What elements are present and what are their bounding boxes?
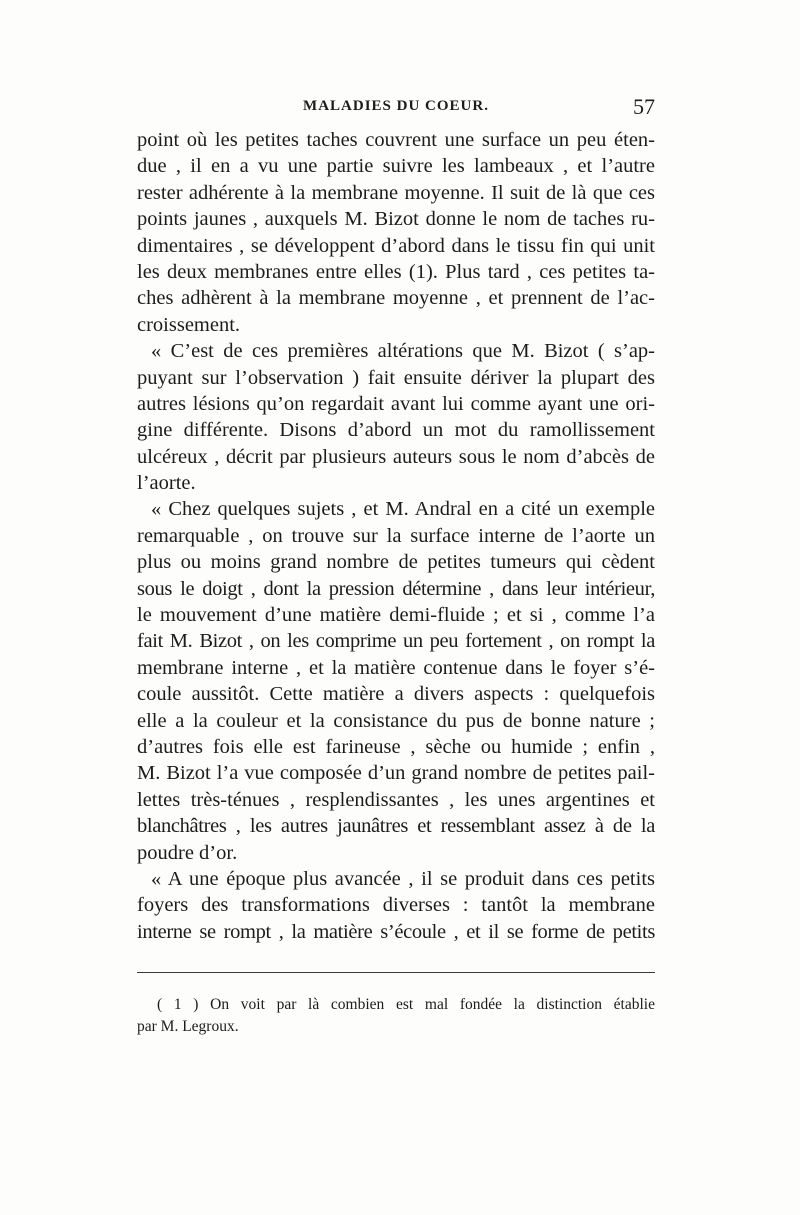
text-line: le mouvement d’une matière demi-fluide ; et si , comme l’a xyxy=(137,604,655,627)
text-line: plus ou moins grand nombre de petites tumeurs qui cèdent xyxy=(137,551,655,574)
text-line: ulcéreux , décrit par plusieurs auteurs sous le nom d’abcès de xyxy=(137,445,655,468)
text-line: lettes très-ténues , resplendissantes , les unes argentines et xyxy=(137,788,655,811)
text-line: puyant sur l’observation ) fait ensuite dériver la plupart des xyxy=(137,366,655,389)
text-line: « Chez quelques sujets , et M. Andral en a cité un exemple xyxy=(151,498,655,521)
text-line: gine différente. Disons d’abord un mot du ramollissement xyxy=(137,419,655,442)
text-line: l’aorte. xyxy=(137,472,196,495)
text-line: due , il en a vu une partie suivre les lambeaux , et l’autre xyxy=(137,155,655,178)
text-line: « A une époque plus avancée , il se produit dans ces petits xyxy=(151,867,655,890)
text-line: « C’est de ces premières altérations que M. Bizot ( s’ap- xyxy=(151,340,655,363)
text-line: dimentaires , se développent d’abord dans le tissu fin qui unit xyxy=(137,234,655,257)
footnotes xyxy=(137,994,655,1038)
text-line: ches adhèrent à la membrane moyenne , et prennent de l’ac- xyxy=(137,287,655,310)
footnote-divider xyxy=(137,972,655,973)
text-line: membrane interne , et la matière contenue dans le foyer s’é- xyxy=(137,656,655,679)
text-line: sous le doigt , dont la pression détermine , dans leur intérieur, xyxy=(137,577,655,600)
text-line: poudre d’or. xyxy=(137,841,238,864)
main-text xyxy=(137,127,655,945)
text-line: foyers des transformations diverses : tantôt la membrane xyxy=(137,894,655,917)
text-line: interne se rompt , la matière s’écoule , et il se forme de petits xyxy=(137,920,655,943)
text-line: les deux membranes entre elles (1). Plus tard , ces petites ta- xyxy=(137,260,655,283)
text-line: point où les petites taches couvrent une surface un peu éten- xyxy=(137,129,655,151)
text-line: croissement. xyxy=(137,313,241,336)
running-head: MALADIES DU COEUR. xyxy=(303,98,489,114)
text-line: M. Bizot l’a vue composée d’un grand nombre de petites pail- xyxy=(137,762,655,785)
text-line: remarquable , on trouve sur la surface interne de l’aorte un xyxy=(137,524,655,547)
text-line: blanchâtres , les autres jaunâtres et ressemblant assez à de la xyxy=(137,815,655,838)
text-line: elle a la couleur et la consistance du pus de bonne nature ; xyxy=(137,709,655,732)
text-line: rester adhérente à la membrane moyenne. Il suit de là que ces xyxy=(137,181,655,204)
page-header xyxy=(137,94,655,124)
page-number: 57 xyxy=(633,94,655,119)
text-line: d’autres fois elle est farineuse , sèche ou humide ; enfin , xyxy=(137,735,655,758)
footnote-line: par M. Legroux. xyxy=(137,1018,239,1035)
footnote-line: ( 1 ) On voit par là combien est mal fondée la distinction établie xyxy=(157,996,655,1013)
text-line: points jaunes , auxquels M. Bizot donne le nom de taches ru- xyxy=(137,208,655,231)
text-line: coule aussitôt. Cette matière a divers aspects : quelquefois xyxy=(137,683,655,706)
text-line: autres lésions qu’on regardait avant lui comme ayant une ori- xyxy=(137,392,655,415)
text-line: fait M. Bizot , on les comprime un peu fortement , on rompt la xyxy=(137,630,655,653)
